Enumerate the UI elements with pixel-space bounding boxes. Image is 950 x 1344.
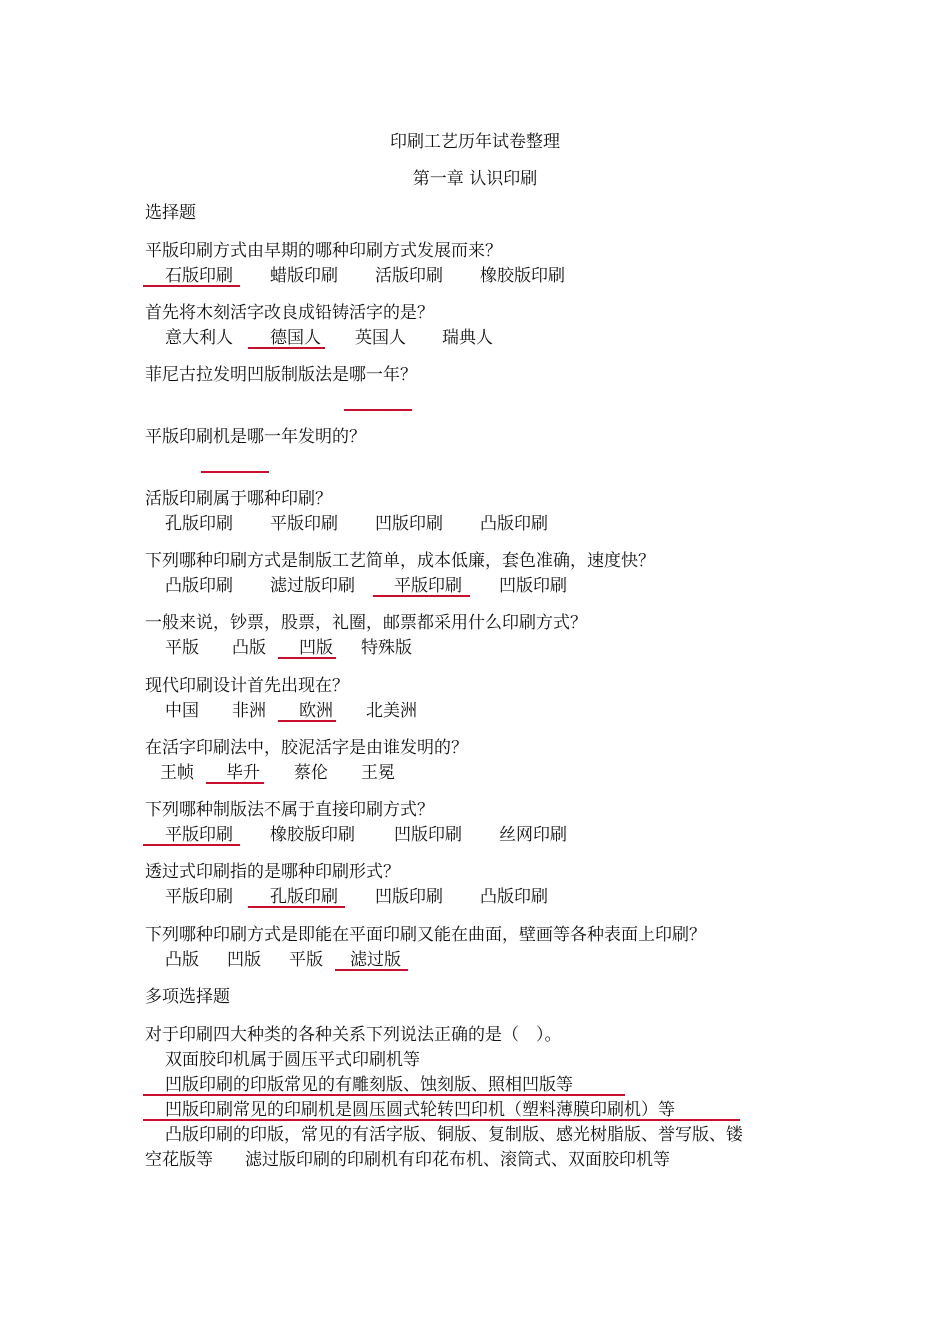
q9-option-b: 毕升 [226,763,260,783]
q12-option-a: 凸版 [165,950,199,970]
q1-option-a: 石版印刷 [165,266,233,286]
q12-answer-underline [335,969,408,971]
question-2: 首先将木刻活字改良成铅铸活字的是？ [145,303,434,323]
question-3: 菲尼古拉发明凹版制版法是哪一年？ [145,365,417,385]
q1-option-d: 橡胶版印刷 [480,266,565,286]
q10-option-b: 橡胶版印刷 [270,825,355,845]
q2-answer-underline [248,347,325,349]
question-6: 下列哪种印刷方式是制版工艺简单，成本低廉，套色准确，速度快？ [145,551,655,571]
question-7: 一般来说，钞票，股票，礼圈，邮票都采用什么印刷方式？ [145,613,587,633]
multi-option-1: 双面胶印机属于圆压平式印刷机等 [165,1050,420,1070]
q2-option-d: 瑞典人 [442,328,493,348]
q7-option-d: 特殊版 [361,638,412,658]
q12-option-c: 平版 [289,950,323,970]
q9-option-c: 蔡伦 [294,763,328,783]
q9-option-a: 王帧 [160,763,194,783]
question-11: 透过式印刷指的是哪种印刷形式？ [145,862,400,882]
section-single-choice: 选择题 [145,203,196,223]
q1-option-c: 活版印刷 [375,266,443,286]
q11-option-c: 凹版印刷 [375,887,443,907]
multi-option-2: 凹版印刷的印版常见的有雕刻版、蚀刻版、照相凹版等 [165,1075,573,1095]
multi-option-2-underline [143,1094,625,1096]
question-9: 在活字印刷法中，胶泥活字是由谁发明的？ [145,738,468,758]
q8-option-c: 欧洲 [299,701,333,721]
question-8: 现代印刷设计首先出现在？ [145,676,349,696]
q7-option-c: 凹版 [299,638,333,658]
q2-option-a: 意大利人 [165,328,233,348]
multi-option-4-cont: 空花版等 [145,1150,213,1170]
multi-question: 对于印刷四大种类的各种关系下列说法正确的是（ ）。 [145,1025,562,1045]
q12-option-b: 凹版 [227,950,261,970]
multi-option-4: 凸版印刷的印版，常见的有活字版、铜版、复制版、感光树脂版、誉写版、镂 [165,1125,743,1145]
question-10: 下列哪种制版法不属于直接印刷方式？ [145,800,434,820]
q10-answer-underline [143,844,240,846]
q5-option-d: 凸版印刷 [480,514,548,534]
q9-answer-underline [206,782,264,784]
q11-option-a: 平版印刷 [165,887,233,907]
q4-answer-blank [201,471,269,473]
question-1: 平版印刷方式由早期的哪种印刷方式发展而来？ [145,241,502,261]
document-title: 印刷工艺历年试卷整理 [390,132,560,152]
q11-answer-underline [248,906,345,908]
multi-option-3: 凹版印刷常见的印刷机是圆压圆式轮转凹印机（塑料薄膜印刷机）等 [165,1100,675,1120]
q10-option-c: 凹版印刷 [394,825,462,845]
q7-option-b: 凸版 [232,638,266,658]
question-12: 下列哪种印刷方式是即能在平面印刷又能在曲面，壁画等各种表面上印刷？ [145,925,706,945]
q12-option-d: 滤过版 [350,950,401,970]
q7-option-a: 平版 [165,638,199,658]
q6-option-d: 凹版印刷 [499,576,567,596]
q8-option-b: 非洲 [232,701,266,721]
q8-answer-underline [278,720,336,722]
q11-option-b: 孔版印刷 [270,887,338,907]
q6-answer-underline [373,595,470,597]
q5-option-a: 孔版印刷 [165,514,233,534]
chapter-heading: 第一章 认识印刷 [412,169,538,189]
q6-option-b: 滤过版印刷 [270,576,355,596]
q1-answer-underline [143,285,240,287]
q2-option-c: 英国人 [355,328,406,348]
question-4: 平版印刷机是哪一年发明的？ [145,427,366,447]
q1-option-b: 蜡版印刷 [270,266,338,286]
q8-option-d: 北美洲 [366,701,417,721]
q5-option-c: 凹版印刷 [375,514,443,534]
multi-option-3-underline [143,1119,740,1121]
q10-option-d: 丝网印刷 [499,825,567,845]
multi-option-5: 滤过版印刷的印刷机有印花布机、滚筒式、双面胶印机等 [245,1150,670,1170]
q6-option-a: 凸版印刷 [165,576,233,596]
q6-option-c: 平版印刷 [394,576,462,596]
section-multi-choice: 多项选择题 [145,987,230,1007]
q7-answer-underline [278,657,336,659]
q8-option-a: 中国 [165,701,199,721]
q11-option-d: 凸版印刷 [480,887,548,907]
q2-option-b: 德国人 [270,328,321,348]
q3-answer-blank [344,409,412,411]
question-5: 活版印刷属于哪种印刷？ [145,489,332,509]
q9-option-d: 王冕 [361,763,395,783]
q10-option-a: 平版印刷 [165,825,233,845]
q5-option-b: 平版印刷 [270,514,338,534]
